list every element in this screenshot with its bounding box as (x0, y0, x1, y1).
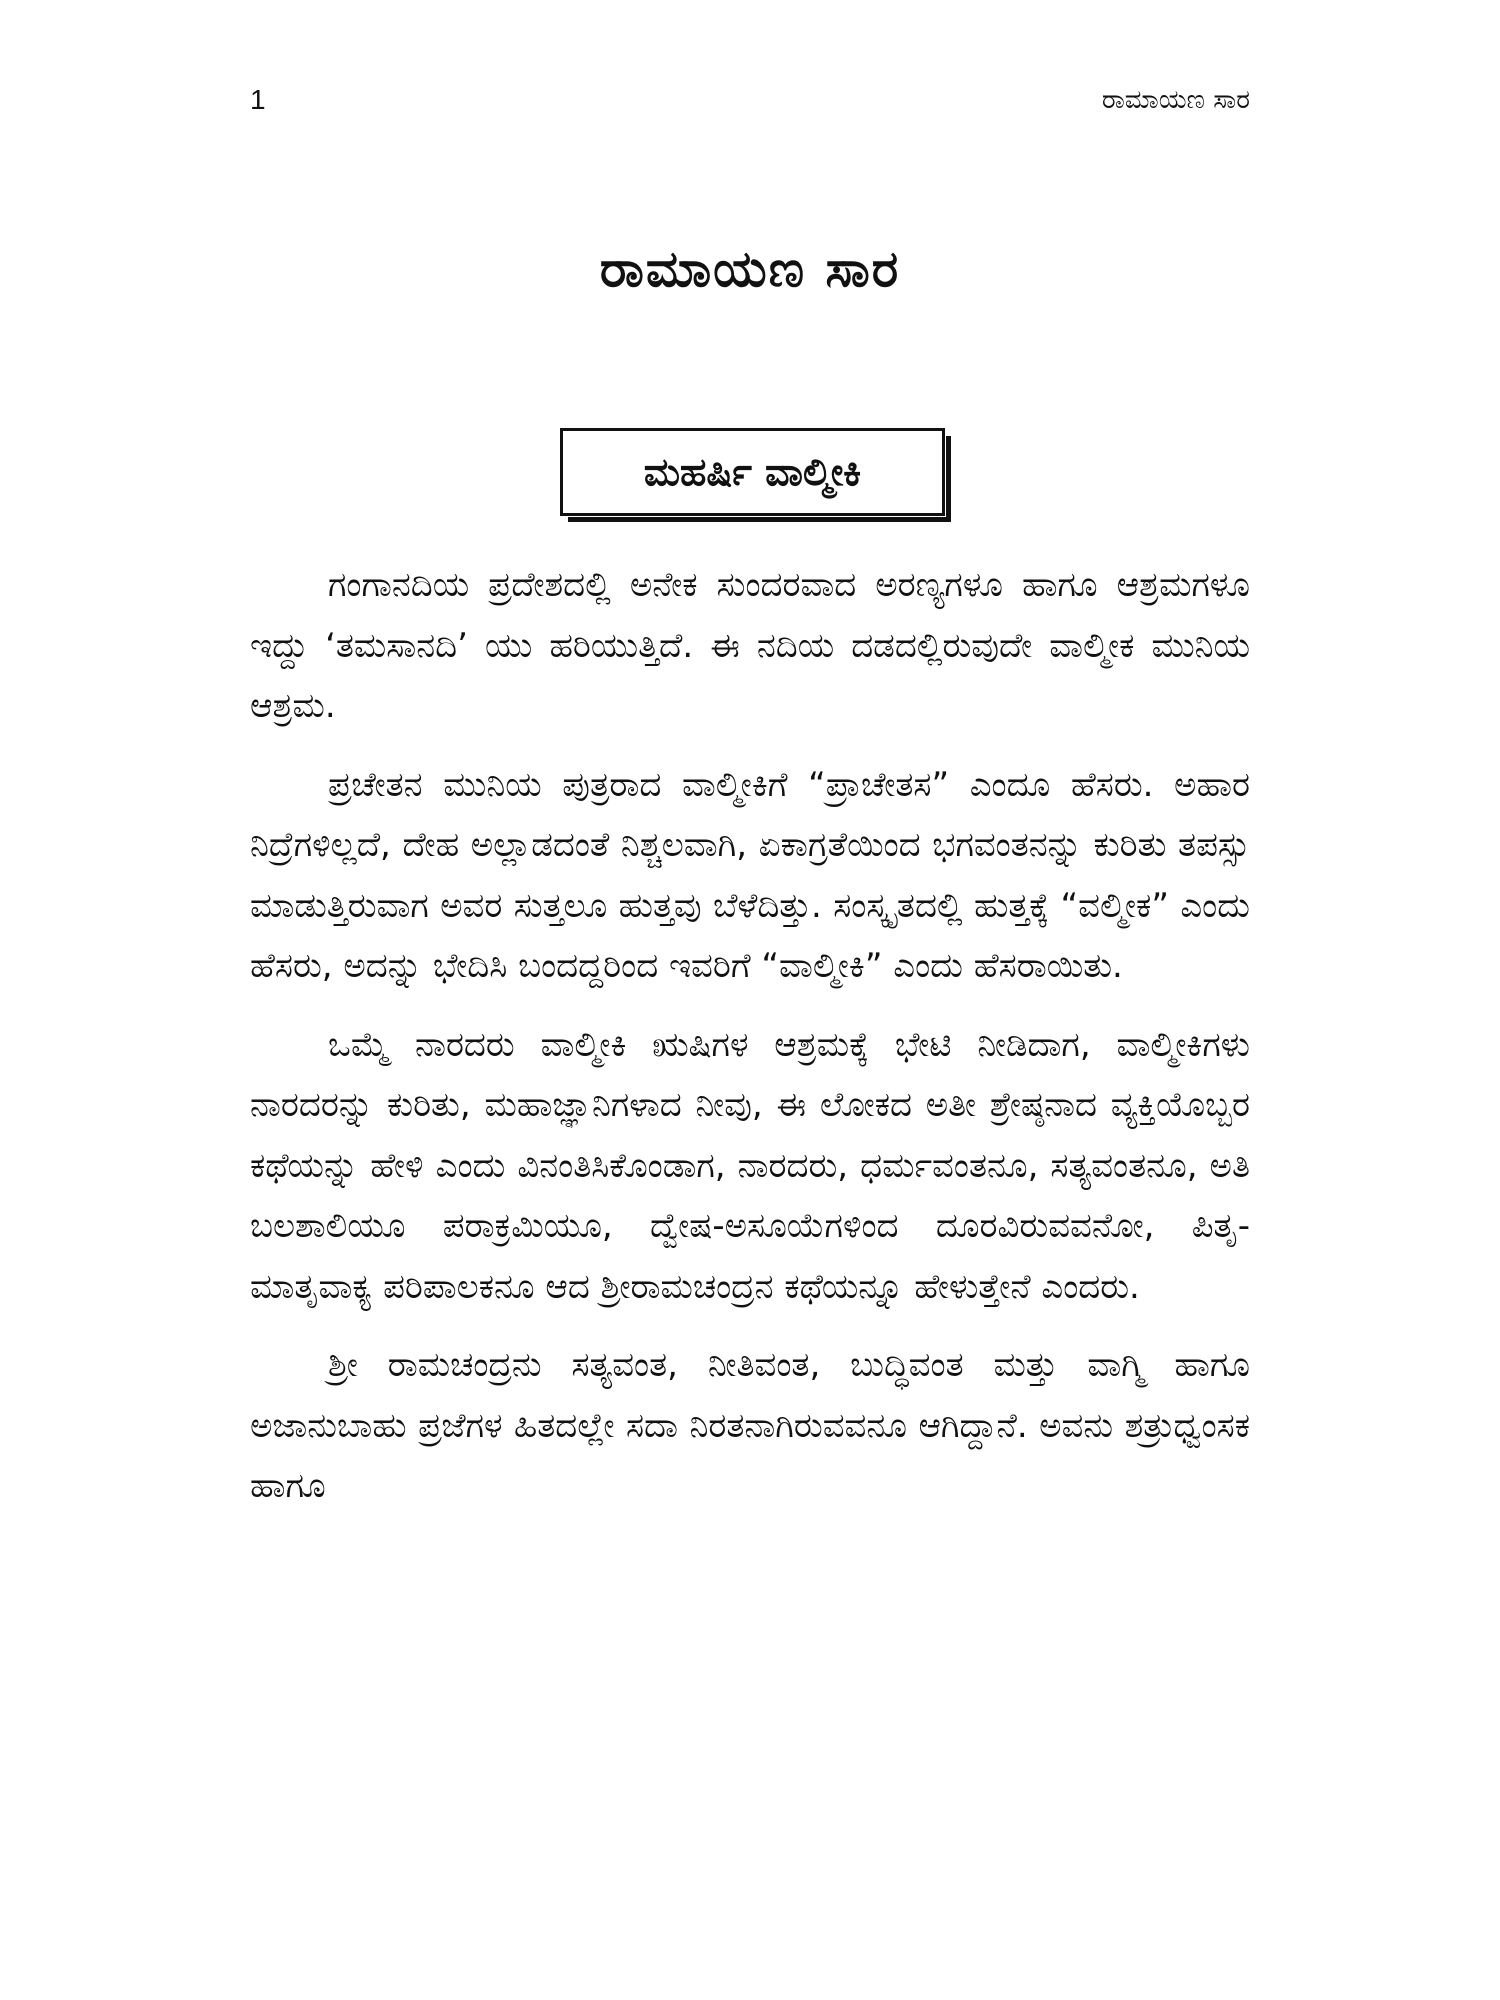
paragraph-3: ಒಮ್ಮೆ ನಾರದರು ವಾಲ್ಮೀಕಿ ಋಷಿಗಳ ಆಶ್ರಮಕ್ಕೆ ಭೇಟಿ ನೀಡಿದಾಗ, ವಾಲ್ಮೀಕಿಗಳು ನಾರದರನ್ನು ಕುರಿತು, ಮಹಾಜ್ಞಾನಿಗಳಾದ ನೀವು, ಈ ಲೋಕದ ಅತೀ ಶ್ರೇಷ್ಠನಾದ ವ್ಯಕ್ತಿಯೊಬ್ಬರ ಕಥೆಯನ್ನು ಹೇಳಿ ಎಂದು ವಿನಂತಿಸಿಕೊಂಡಾಗ, ನಾರದರು, ಧರ್ಮವಂತನೂ, ಸತ್ಯವಂತನೂ, ಅತಿ ಬಲಶಾಲಿಯೂ ಪರಾಕ್ರಮಿಯೂ, ದ್ವೇಷ-ಅಸೂಯೆಗಳಿಂದ ದೂರವಿರುವವನೋ, ಪಿತೃ-ಮಾತೃವಾಕ್ಯ ಪರಿಪಾಲಕನೂ ಆದ ಶ್ರೀರಾಮಚಂದ್ರನ ಕಥೆಯನ್ನೂ ಹೇಳುತ್ತೇನೆ ಎಂದರು. (250, 1024, 1250, 1307)
body-text (250, 555, 1250, 1535)
chapter-heading: ಮಹರ್ಷಿ ವಾಲ್ಮೀಕಿ (643, 449, 862, 494)
running-header (250, 80, 1250, 120)
chapter-heading-box (560, 428, 945, 516)
running-title: ರಾಮಾಯಣ ಸಾರ (1101, 84, 1250, 115)
page-number: 1 (250, 84, 266, 115)
paragraph-2: ಪ್ರಚೇತನ ಮುನಿಯ ಪುತ್ರರಾದ ವಾಲ್ಮೀಕಿಗೆ “ಪ್ರಾಚೇತಸ” ಎಂದೂ ಹೆಸರು. ಅಹಾರ ನಿದ್ರೆಗಳಿಲ್ಲದೆ, ದೇಹ ಅಲ್ಲಾಡದಂತೆ ನಿಶ್ಚಲವಾಗಿ, ಏಕಾಗ್ರತೆಯಿಂದ ಭಗವಂತನನ್ನು ಕುರಿತು ತಪಸ್ಸು ಮಾಡುತ್ತಿರುವಾಗ ಅವರ ಸುತ್ತಲೂ ಹುತ್ತವು ಬೆಳೆದಿತ್ತು. ಸಂಸ್ಕೃತದಲ್ಲಿ ಹುತ್ತಕ್ಕೆ “ವಲ್ಮೀಕ” ಎಂದು ಹೆಸರು, ಅದನ್ನು ಭೇದಿಸಿ ಬಂದದ್ದರಿಂದ ಇವರಿಗೆ “ವಾಲ್ಮೀಕಿ” ಎಂದು ಹೆಸರಾಯಿತು. (250, 764, 1250, 986)
paragraph-4: ಶ್ರೀ ರಾಮಚಂದ್ರನು ಸತ್ಯವಂತ, ನೀತಿವಂತ, ಬುದ್ಧಿವಂತ ಮತ್ತು ವಾಗ್ಮಿ ಹಾಗೂ ಅಜಾನುಬಾಹು ಪ್ರಜೆಗಳ ಹಿತದಲ್ಲೇ ಸದಾ ನಿರತನಾಗಿರುವವನೂ ಆಗಿದ್ದಾನೆ. ಅವನು ಶತ್ರುಧ್ವಂಸಕ ಹಾಗೂ (250, 1345, 1250, 1506)
book-title: ರಾಮಾಯಣ ಸಾರ (599, 240, 901, 298)
paragraph-1: ಗಂಗಾನದಿಯ ಪ್ರದೇಶದಲ್ಲಿ ಅನೇಕ ಸುಂದರವಾದ ಅರಣ್ಯಗಳೂ ಹಾಗೂ ಆಶ್ರಮಗಳೂ ಇದ್ದು ‘ತಮಸಾನದಿ’ ಯು ಹರಿಯುತ್ತಿದೆ. ಈ ನದಿಯ ದಡದಲ್ಲಿರುವುದೇ ವಾಲ್ಮೀಕ ಮುನಿಯ ಆಶ್ರಮ. (250, 565, 1250, 726)
